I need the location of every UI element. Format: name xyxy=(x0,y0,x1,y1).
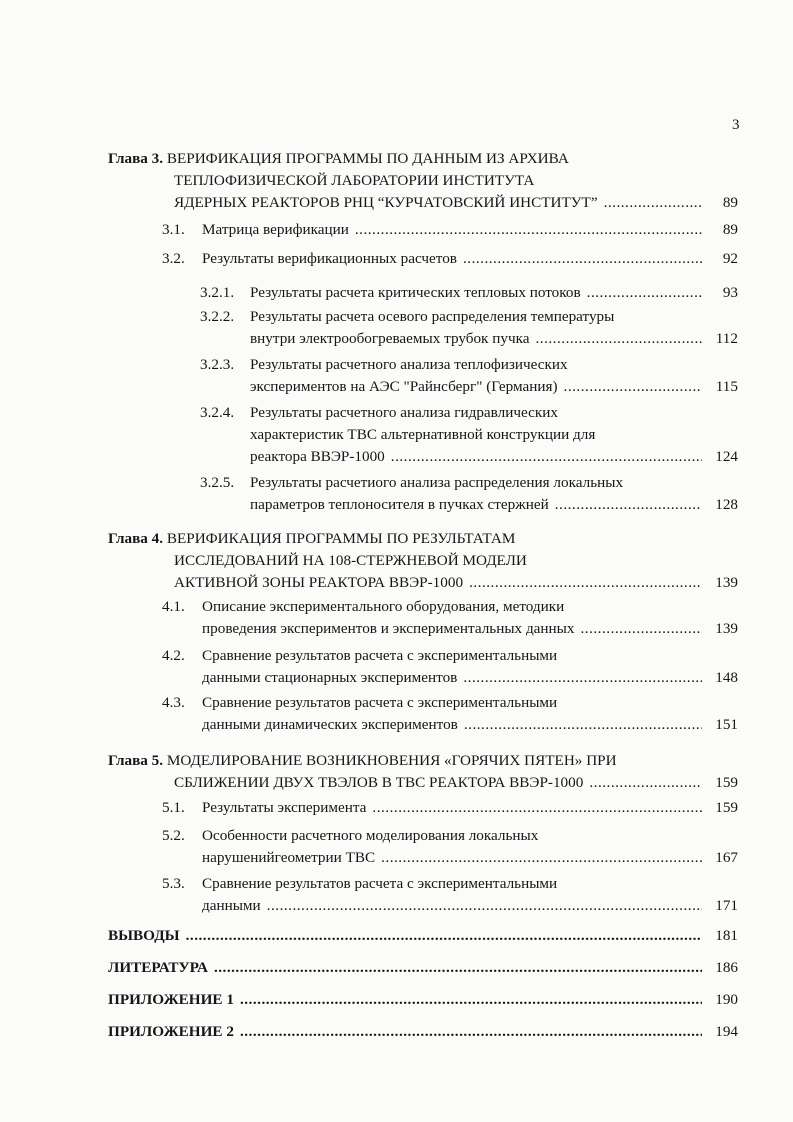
section-title-line2: экспериментов на АЭС "Райнсберг" (Германия) xyxy=(250,378,558,395)
section-number: 3.2.3. xyxy=(200,356,235,373)
toc-section-3-2-3[interactable] xyxy=(200,354,738,398)
section-page: 112 xyxy=(715,330,738,347)
toc-section-4-1[interactable] xyxy=(162,596,738,640)
section-page: 148 xyxy=(715,669,738,686)
section-title: Результаты расчета критических тепловых потоков xyxy=(250,284,581,301)
toc-section-3-2[interactable] xyxy=(162,248,738,270)
dot-leader xyxy=(564,376,702,398)
dot-leader xyxy=(381,847,702,869)
section-number: 5.2. xyxy=(162,827,185,844)
toc-section-5-1[interactable] xyxy=(162,797,738,819)
section-title-line2: внутри электрообогреваемых трубок пучка xyxy=(250,330,530,347)
section-title-line1: Результаты расчета осевого распределения температуры xyxy=(250,308,615,325)
toc-section-5-3[interactable] xyxy=(162,873,738,917)
chapter-3-title-line1: ВЕРИФИКАЦИЯ ПРОГРАММЫ ПО ДАННЫМ ИЗ АРХИВА xyxy=(166,150,569,167)
section-number: 3.2.1. xyxy=(200,284,235,301)
toc-section-4-2[interactable] xyxy=(162,645,738,689)
chapter-3-title-line2: ТЕПЛОФИЗИЧЕСКОЙ ЛАБОРАТОРИИ ИНСТИТУТА xyxy=(174,172,535,189)
section-page: 167 xyxy=(715,849,738,866)
dot-leader xyxy=(580,618,702,640)
conclusions-page: 181 xyxy=(715,927,738,944)
chapter-5-title-line1: МОДЕЛИРОВАНИЕ ВОЗНИКНОВЕНИЯ «ГОРЯЧИХ ПЯТЕН» ПРИ xyxy=(166,752,617,769)
section-title-line1: Результаты расчетного анализа гидравлических xyxy=(250,404,558,421)
chapter-3-page: 89 xyxy=(722,194,738,211)
section-title-line2: данными стационарных экспериментов xyxy=(202,669,458,686)
toc-appendix-2[interactable] xyxy=(108,1021,738,1043)
section-page: 128 xyxy=(715,496,738,513)
section-page: 89 xyxy=(722,221,738,238)
section-page: 92 xyxy=(722,250,738,267)
section-title-line1: Сравнение результатов расчета с экспериментальными xyxy=(202,875,558,892)
section-title: Матрица верификации xyxy=(202,221,349,238)
toc-section-3-2-5[interactable] xyxy=(200,472,738,516)
section-title-line3: реактора ВВЭР-1000 xyxy=(250,448,385,465)
section-number: 3.2. xyxy=(162,250,185,267)
appendix-2-title: ПРИЛОЖЕНИЕ 2 xyxy=(108,1023,234,1040)
section-page: 171 xyxy=(715,897,738,914)
section-title: Результаты эксперимента xyxy=(202,799,367,816)
section-title-line2: данными xyxy=(202,897,261,914)
toc-section-5-2[interactable] xyxy=(162,825,738,869)
dot-leader xyxy=(555,494,702,516)
section-number: 5.3. xyxy=(162,875,185,892)
dot-leader xyxy=(604,192,702,214)
section-title-line1: Сравнение результатов расчета с экспериментальными xyxy=(202,694,558,711)
page-number: 3 xyxy=(732,117,740,133)
toc-section-3-1[interactable] xyxy=(162,219,738,241)
chapter-4-label: Глава 4. xyxy=(108,530,164,547)
section-title-line1: Описание экспериментального оборудования, методики xyxy=(202,598,565,615)
chapter-4-title-line2: ИССЛЕДОВАНИЙ НА 108-СТЕРЖНЕВОЙ МОДЕЛИ xyxy=(174,552,527,569)
section-title-line1: Особенности расчетного моделирования локальных xyxy=(202,827,539,844)
toc-chapter-5[interactable] xyxy=(108,750,738,794)
chapter-4-title-line1: ВЕРИФИКАЦИЯ ПРОГРАММЫ ПО РЕЗУЛЬТАТАМ xyxy=(166,530,516,547)
dot-leader xyxy=(463,667,702,689)
chapter-5-page: 159 xyxy=(715,774,738,791)
appendix-1-page: 190 xyxy=(715,991,738,1008)
dot-leader xyxy=(240,989,702,1011)
literature-title: ЛИТЕРАТУРА xyxy=(108,959,208,976)
section-page: 93 xyxy=(722,284,738,301)
chapter-4-title-line3: АКТИВНОЙ ЗОНЫ РЕАКТОРА ВВЭР-1000 xyxy=(174,574,464,591)
section-number: 3.2.2. xyxy=(200,308,235,325)
section-title: Результаты верификационных расчетов xyxy=(202,250,457,267)
dot-leader xyxy=(469,572,702,594)
appendix-2-page: 194 xyxy=(715,1023,738,1040)
section-page: 124 xyxy=(715,448,738,465)
appendix-1-title: ПРИЛОЖЕНИЕ 1 xyxy=(108,991,234,1008)
dot-leader xyxy=(463,248,702,270)
section-page: 115 xyxy=(715,378,738,395)
dot-leader xyxy=(355,219,702,241)
section-page: 151 xyxy=(715,716,738,733)
conclusions-title: ВЫВОДЫ xyxy=(108,927,180,944)
toc-section-3-2-1[interactable] xyxy=(200,282,738,304)
dot-leader xyxy=(186,925,702,947)
section-title-line2: характеристик ТВС альтернативной конструкции для xyxy=(250,426,596,443)
section-page: 139 xyxy=(715,620,738,637)
section-number: 4.1. xyxy=(162,598,185,615)
section-title-line1: Результаты расчетиого анализа распределения локальных xyxy=(250,474,624,491)
section-number: 5.1. xyxy=(162,799,185,816)
section-number: 4.3. xyxy=(162,694,185,711)
toc-chapter-4[interactable] xyxy=(108,528,738,594)
toc-appendix-1[interactable] xyxy=(108,989,738,1011)
section-number: 3.2.5. xyxy=(200,474,235,491)
section-number: 3.1. xyxy=(162,221,185,238)
section-title-line2: проведения экспериментов и экспериментальных данных xyxy=(202,620,575,637)
dot-leader xyxy=(587,282,702,304)
chapter-5-title-line2: СБЛИЖЕНИИ ДВУХ ТВЭЛОВ В ТВС РЕАКТОРА ВВЭР-1000 xyxy=(174,774,584,791)
section-number: 3.2.4. xyxy=(200,404,235,421)
dot-leader xyxy=(589,772,702,794)
toc-section-3-2-4[interactable] xyxy=(200,402,738,468)
dot-leader xyxy=(372,797,702,819)
toc-section-3-2-2[interactable] xyxy=(200,306,738,350)
dot-leader xyxy=(535,328,702,350)
chapter-5-label: Глава 5. xyxy=(108,752,164,769)
chapter-3-label: Глава 3. xyxy=(108,150,164,167)
dot-leader xyxy=(267,895,702,917)
dot-leader xyxy=(214,957,702,979)
toc-chapter-3[interactable] xyxy=(108,148,738,214)
section-title-line2: нарушенийгеометрии ТВС xyxy=(202,849,376,866)
chapter-4-page: 139 xyxy=(715,574,738,591)
section-number: 4.2. xyxy=(162,647,185,664)
toc-section-4-3[interactable] xyxy=(162,692,738,736)
dot-leader xyxy=(240,1021,702,1043)
section-title-line1: Сравнение результатов расчета с экспериментальными xyxy=(202,647,558,664)
dot-leader xyxy=(391,446,702,468)
section-title-line2: параметров теплоносителя в пучках стержней xyxy=(250,496,549,513)
section-title-line1: Результаты расчетного анализа теплофизических xyxy=(250,356,568,373)
literature-page: 186 xyxy=(715,959,738,976)
toc-literature[interactable] xyxy=(108,957,738,979)
toc-conclusions[interactable] xyxy=(108,925,738,947)
section-title-line2: данными динамических экспериментов xyxy=(202,716,458,733)
chapter-3-title-line3: ЯДЕРНЫХ РЕАКТОРОВ РНЦ “КУРЧАТОВСКИЙ ИНСТИТУТ” xyxy=(174,194,598,211)
dot-leader xyxy=(464,714,702,736)
section-page: 159 xyxy=(715,799,738,816)
